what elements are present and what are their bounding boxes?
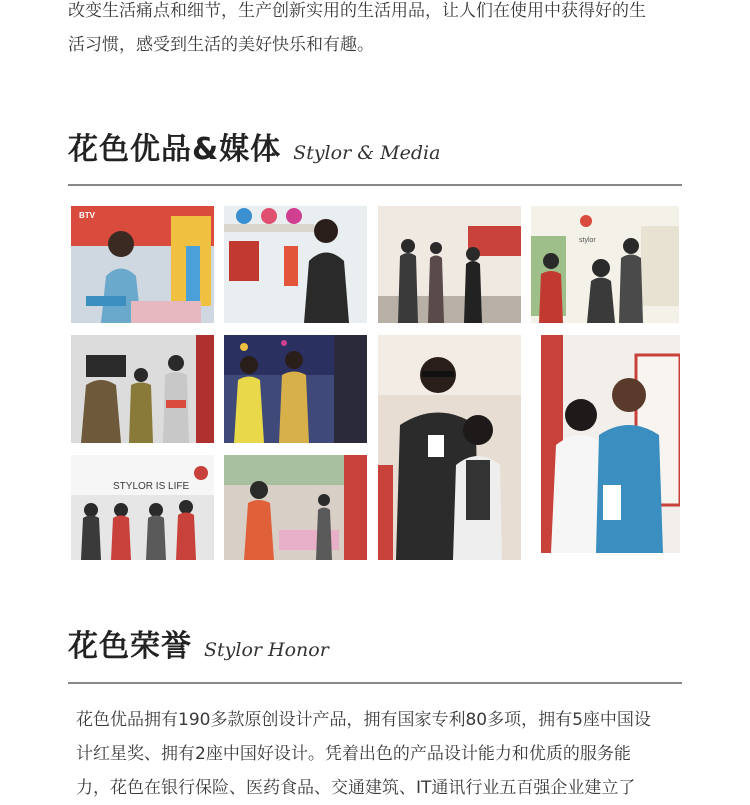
honor-paragraph [76, 703, 688, 805]
media-title-cn: 花色优品&媒体 [68, 132, 282, 167]
honor-section-title [68, 621, 329, 665]
photo-stylor-life-booth [71, 455, 214, 560]
honor-title-cn: 花色荣誉 [68, 629, 192, 664]
media-title-en: Stylor & Media [293, 142, 441, 164]
photo-overlay-text: BTV [79, 211, 95, 220]
photo-exhibition-visitors [224, 455, 367, 560]
media-divider [68, 184, 682, 186]
intro-paragraph [68, 0, 688, 62]
intro-line: 改变生活痛点和细节，生产创新实用的生活用品，让人们在使用中获得好的生 [68, 1, 646, 21]
honor-title-en: Stylor Honor [204, 639, 329, 661]
media-section-title [68, 124, 440, 168]
photo-exhibition-crowd [378, 206, 521, 323]
photo-overlay-text: stylor [579, 237, 596, 244]
photo-designer-with-fan [378, 335, 521, 560]
photo-camera-crew-filming [71, 335, 214, 443]
honor-line: 花色优品拥有190多款原创设计产品，拥有国家专利80多项，拥有5座中国设 [76, 710, 651, 730]
intro-line: 活习惯，感受到生活的美好快乐和有趣。 [68, 35, 374, 55]
honor-divider [68, 682, 682, 684]
photo-host-with-products [224, 206, 367, 323]
honor-line: 力，花色在银行保险、医药食品、交通建筑、IT通讯行业五百强企业建立了 [76, 778, 636, 798]
photo-host-with-fan [541, 335, 680, 553]
photo-tv-studio-guests [224, 335, 367, 443]
photo-stylor-booth-interview [531, 206, 679, 323]
photo-tv-interview-booth [71, 206, 214, 323]
honor-line: 计红星奖、拥有2座中国好设计。凭着出色的产品设计能力和优质的服务能 [76, 744, 631, 764]
photo-overlay-text: STYLOR IS LIFE [113, 481, 190, 492]
